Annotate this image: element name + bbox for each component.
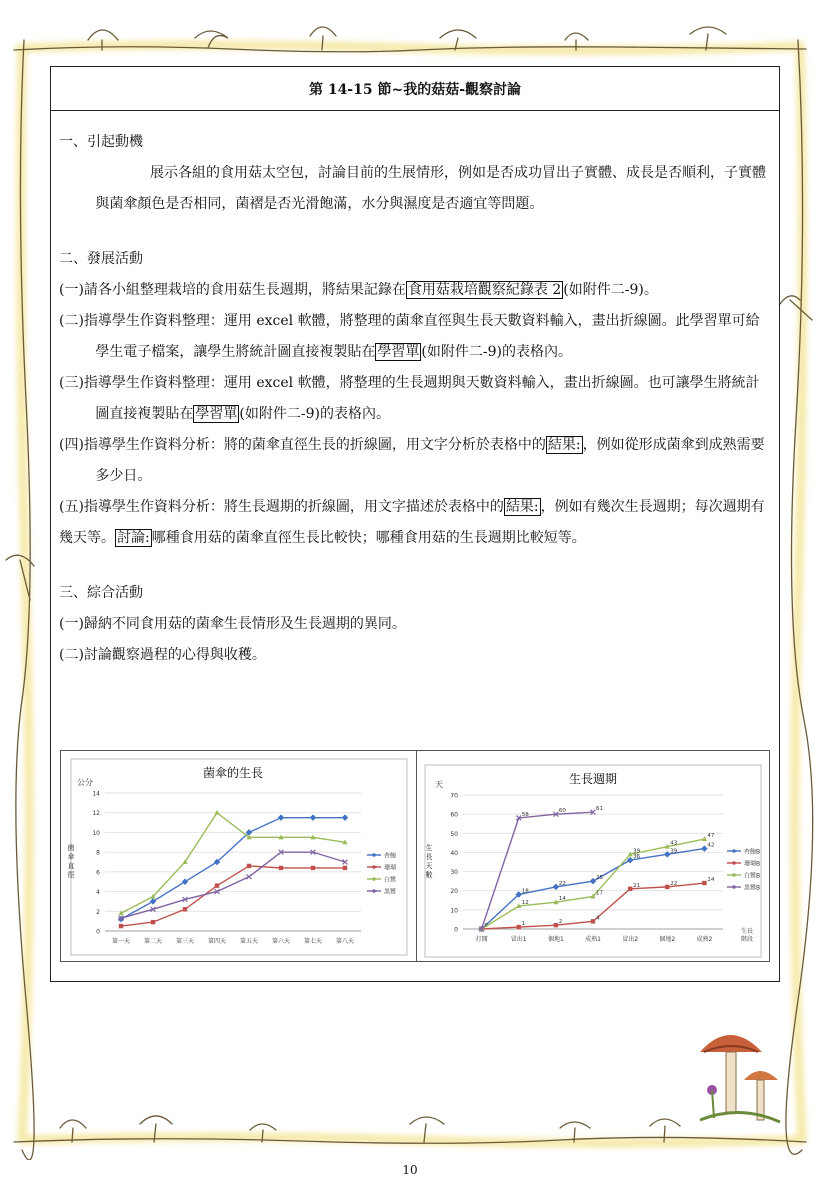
y-tick-label: 4 xyxy=(96,889,100,897)
data-point xyxy=(628,887,632,891)
x-tick-label: 冒出2 xyxy=(622,936,639,943)
data-point xyxy=(247,864,251,868)
worksheet-box: 學習單 xyxy=(377,344,420,360)
y-tick-label: 14 xyxy=(92,790,100,798)
y-tick-label: 12 xyxy=(92,810,100,818)
x-tick-label: 第三天 xyxy=(175,938,195,945)
charts-table xyxy=(60,750,770,962)
lesson-body xyxy=(51,111,779,671)
data-point xyxy=(702,881,706,885)
legend-entry: 杏鮑B xyxy=(744,848,761,856)
y-tick-label: 70 xyxy=(450,792,458,800)
y-tick-label: 0 xyxy=(96,928,100,936)
legend-entry: 杏鮑 xyxy=(384,852,397,860)
section-heading-development: 二、發展活動 xyxy=(59,251,143,267)
data-point xyxy=(119,924,123,928)
record-sheet-box: 食用菇栽培觀察紀錄表 2 xyxy=(407,282,562,298)
data-label: 60 xyxy=(558,808,566,815)
x-tick-label: 成熟2 xyxy=(696,936,713,943)
data-point xyxy=(151,920,155,924)
worksheet-box: 學習單 xyxy=(195,406,238,422)
discussion-box: 討論: xyxy=(117,530,150,546)
x-tick-label: 第一天 xyxy=(111,938,131,945)
data-point xyxy=(517,925,521,929)
data-label: 58 xyxy=(521,811,529,818)
x-axis-label: 生長階段 xyxy=(740,928,754,943)
data-label: 25 xyxy=(596,875,603,882)
x-tick-label: 個地1 xyxy=(547,936,564,943)
development-item-1: (一)請各小組整理栽培的食用菇生長週期，將結果記錄在 食用菇栽培觀察紀錄表 2 (如附件二-9)。 xyxy=(59,282,658,298)
data-label: 21 xyxy=(633,882,641,889)
data-label: 2 xyxy=(558,919,563,926)
data-point xyxy=(279,866,283,870)
y-tick-label: 2 xyxy=(96,908,100,916)
data-label: 22 xyxy=(670,880,678,887)
data-label: 17 xyxy=(596,890,603,897)
y-axis-label: 生長天數 xyxy=(425,844,433,879)
y-tick-label: 10 xyxy=(450,907,458,915)
y-tick-label: 20 xyxy=(450,888,458,896)
legend-marker xyxy=(372,865,376,869)
data-label: 0 xyxy=(484,923,489,929)
legend-entry: 黑鸞B xyxy=(744,884,761,892)
data-label: 12 xyxy=(521,900,529,907)
legend-entry: 白鸞 xyxy=(384,876,397,884)
synthesis-item-1: (一)歸納不同食用菇的菌傘生長情形及生長週期的異同。 xyxy=(59,616,406,632)
chart-title: 生長週期 xyxy=(568,772,618,786)
chart-unit-label: 公分 xyxy=(77,778,93,787)
legend-marker xyxy=(372,853,376,857)
legend-marker xyxy=(372,877,376,881)
y-tick-label: 0 xyxy=(454,926,458,934)
chart-unit-label: 天 xyxy=(435,780,443,789)
cap-growth-chart xyxy=(61,751,417,961)
data-point xyxy=(554,923,558,927)
y-tick-label: 30 xyxy=(450,869,458,877)
legend-marker xyxy=(372,889,376,893)
x-tick-label: 冒出1 xyxy=(510,936,527,943)
data-label: 4 xyxy=(596,915,600,922)
legend-entry: 珊瑚 xyxy=(384,864,397,872)
x-tick-label: 第六天 xyxy=(271,938,291,945)
data-point xyxy=(215,883,219,887)
legend-marker xyxy=(732,861,736,865)
x-tick-label: 第七天 xyxy=(303,938,323,945)
development-item-4: (四)指導學生作資料分析：將的菌傘直徑生長的折線圖，用文字分析於表格中的 結果: ，例如從形成菌傘到成熟需要多少日。 xyxy=(59,437,765,484)
legend-entry: 白鸞B xyxy=(744,872,761,880)
data-label: 22 xyxy=(558,880,566,887)
data-label: 24 xyxy=(707,877,715,884)
y-tick-label: 40 xyxy=(450,849,458,857)
chart-title: 菌傘的生長 xyxy=(202,766,264,780)
section-heading-motivation: 一、引起動機 xyxy=(59,134,143,150)
data-label: 39 xyxy=(633,848,641,855)
data-label: 36 xyxy=(633,854,641,861)
legend-marker xyxy=(732,885,736,889)
data-label: 42 xyxy=(707,842,715,849)
legend-entry: 珊瑚B xyxy=(744,860,761,868)
x-tick-label: 個地2 xyxy=(659,936,676,943)
section-heading-synthesis: 三、綜合活動 xyxy=(59,585,143,601)
result-box: 結果: xyxy=(547,437,581,453)
y-tick-label: 10 xyxy=(92,829,100,837)
y-axis-label: 菌傘直徑 xyxy=(67,844,75,879)
data-label: 39 xyxy=(670,848,678,855)
y-tick-label: 60 xyxy=(450,811,458,819)
data-label: 43 xyxy=(670,840,678,847)
y-tick-label: 50 xyxy=(450,830,458,838)
legend-marker xyxy=(732,849,736,853)
result-box: 結果: xyxy=(505,499,539,515)
data-label: 47 xyxy=(707,833,715,840)
data-label: 1 xyxy=(521,921,526,928)
development-item-3: (三)指導學生作資料整理：運用 excel 軟體，將整理的生長週期與天數資料輸入，畫出折線圖。也可讓學生將統計圖直接複製貼在 學習單 (如附件二-9)的表格內。 xyxy=(59,375,760,422)
data-point xyxy=(665,885,669,889)
data-label: 61 xyxy=(596,806,603,813)
legend-entry: 黑鸞 xyxy=(384,888,397,896)
data-label: 18 xyxy=(521,888,529,895)
motivation-paragraph: 展示各組的食用菇太空包，討論目前的生展情形，例如是否成功冒出子實體、成長是否順利，子實體與菌傘顏色是否相同，菌褶是否光滑飽滿，水分與濕度是否適宜等問題。 xyxy=(95,165,766,212)
x-tick-label: 第四天 xyxy=(207,938,227,945)
x-tick-label: 打開 xyxy=(475,936,488,943)
x-tick-label: 第五天 xyxy=(239,938,259,945)
x-tick-label: 成熟1 xyxy=(585,936,601,943)
chart-cell-cap-growth xyxy=(61,751,417,961)
data-point xyxy=(591,919,595,923)
chart-cell-growth-cycle xyxy=(417,751,769,961)
development-item-5: (五)指導學生作資料分析：將生長週期的折線圖，用文字描述於表格中的 結果: ，例如有幾次生長週期；每次週期有幾天等。 討論: 哪種食用菇的菌傘直徑生長比較快；哪種食用菇的生長週期比較短等。 xyxy=(59,499,765,546)
development-item-2: (二)指導學生作資料整理：運用 excel 軟體，將整理的菌傘直徑與生長天數資料輸入，畫出折線圖。此學習單可給學生電子檔案，讓學生將統計圖直接複製貼在 學習單 (如附件二-9)的表格內。 xyxy=(59,313,760,360)
data-point xyxy=(343,866,347,870)
x-tick-label: 第二天 xyxy=(143,938,163,945)
data-point xyxy=(183,907,187,911)
legend-marker xyxy=(732,873,736,877)
data-label: 14 xyxy=(558,896,566,903)
data-point xyxy=(311,866,315,870)
page-title: 第 14-15 節~我的菇菇-觀察討論 xyxy=(51,67,779,111)
growth-cycle-chart xyxy=(417,751,769,961)
x-tick-label: 第八天 xyxy=(335,938,355,945)
y-tick-label: 8 xyxy=(96,849,100,857)
page-number: 10 xyxy=(402,1163,418,1177)
y-tick-label: 6 xyxy=(96,869,100,877)
synthesis-item-2: (二)討論觀察過程的心得與收穫。 xyxy=(59,647,266,663)
chart-frame xyxy=(425,765,761,957)
